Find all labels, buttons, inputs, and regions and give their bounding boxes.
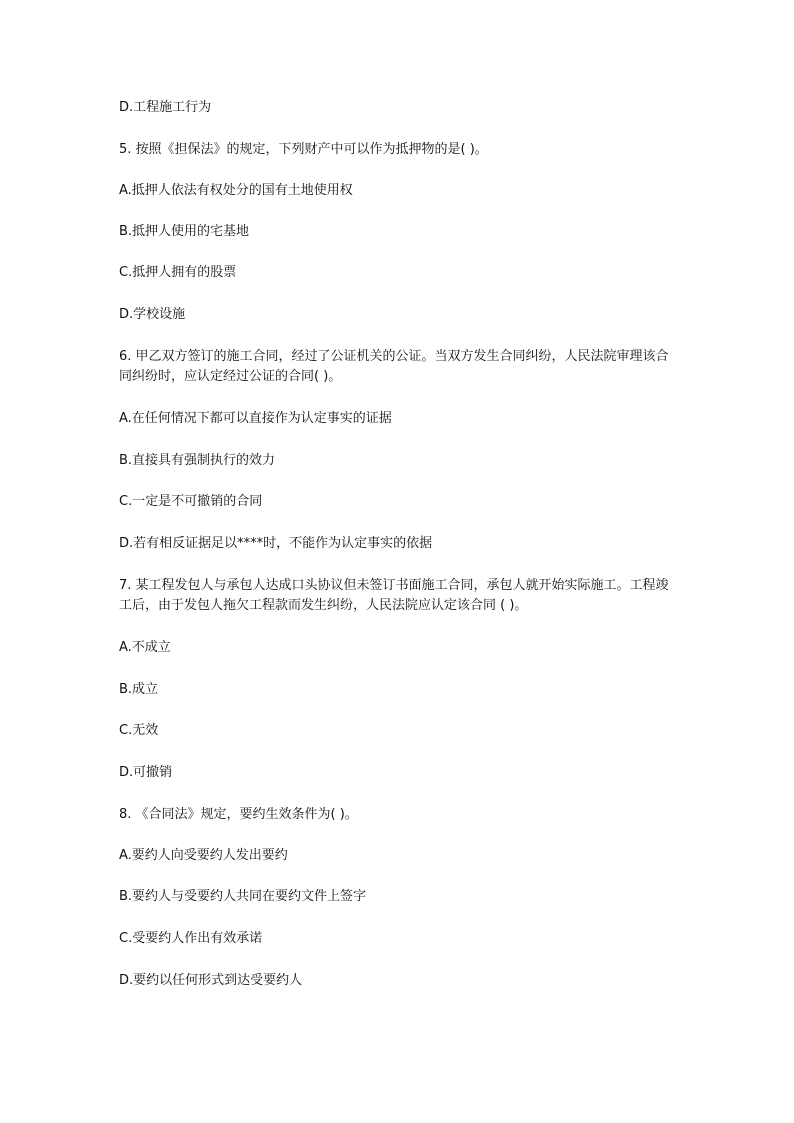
question-5: 5. 按照《担保法》的规定，下列财产中可以作为抵押物的是( )。 <box>119 142 488 157</box>
q8-option-c: C.受要约人作出有效承诺 <box>119 931 263 946</box>
q5-option-a: A.抵押人依法有权处分的国有土地使用权 <box>119 183 353 198</box>
q7-option-c: C.无效 <box>119 723 159 738</box>
q4-option-d: D.工程施工行为 <box>119 100 212 115</box>
q5-option-c: C.抵押人拥有的股票 <box>119 265 237 280</box>
q6-option-d: D.若有相反证据足以****时，不能作为认定事实的依据 <box>119 536 433 551</box>
q8-option-d: D.要约以任何形式到达受要约人 <box>119 973 303 988</box>
q8-option-b: B.要约人与受要约人共同在要约文件上签字 <box>119 889 367 904</box>
q7-option-b: B.成立 <box>119 682 159 697</box>
q7-option-a: A.不成立 <box>119 640 171 655</box>
q6-option-c: C.一定是不可撤销的合同 <box>119 494 263 509</box>
q6-option-a: A.在任何情况下都可以直接作为认定事实的证据 <box>119 411 392 426</box>
q5-option-b: B.抵押人使用的宅基地 <box>119 224 250 239</box>
question-8: 8. 《合同法》规定，要约生效条件为( )。 <box>119 807 358 822</box>
q7-option-d: D.可撤销 <box>119 765 173 780</box>
q6-option-b: B.直接具有强制执行的效力 <box>119 453 276 468</box>
q5-option-d: D.学校设施 <box>119 307 186 322</box>
q8-option-a: A.要约人向受要约人发出要约 <box>119 848 288 863</box>
question-7: 7. 某工程发包人与承包人达成口头协议但未签订书面施工合同，承包人就开始实际施工。工程竣工后，由于发包人拖欠工程款而发生纠纷，人民法院应认定该合同 ( )。 <box>119 578 669 613</box>
question-6: 6. 甲乙双方签订的施工合同，经过了公证机关的公证。当双方发生合同纠纷，人民法院审理该合同纠纷时，应认定经过公证的合同( )。 <box>119 349 669 384</box>
